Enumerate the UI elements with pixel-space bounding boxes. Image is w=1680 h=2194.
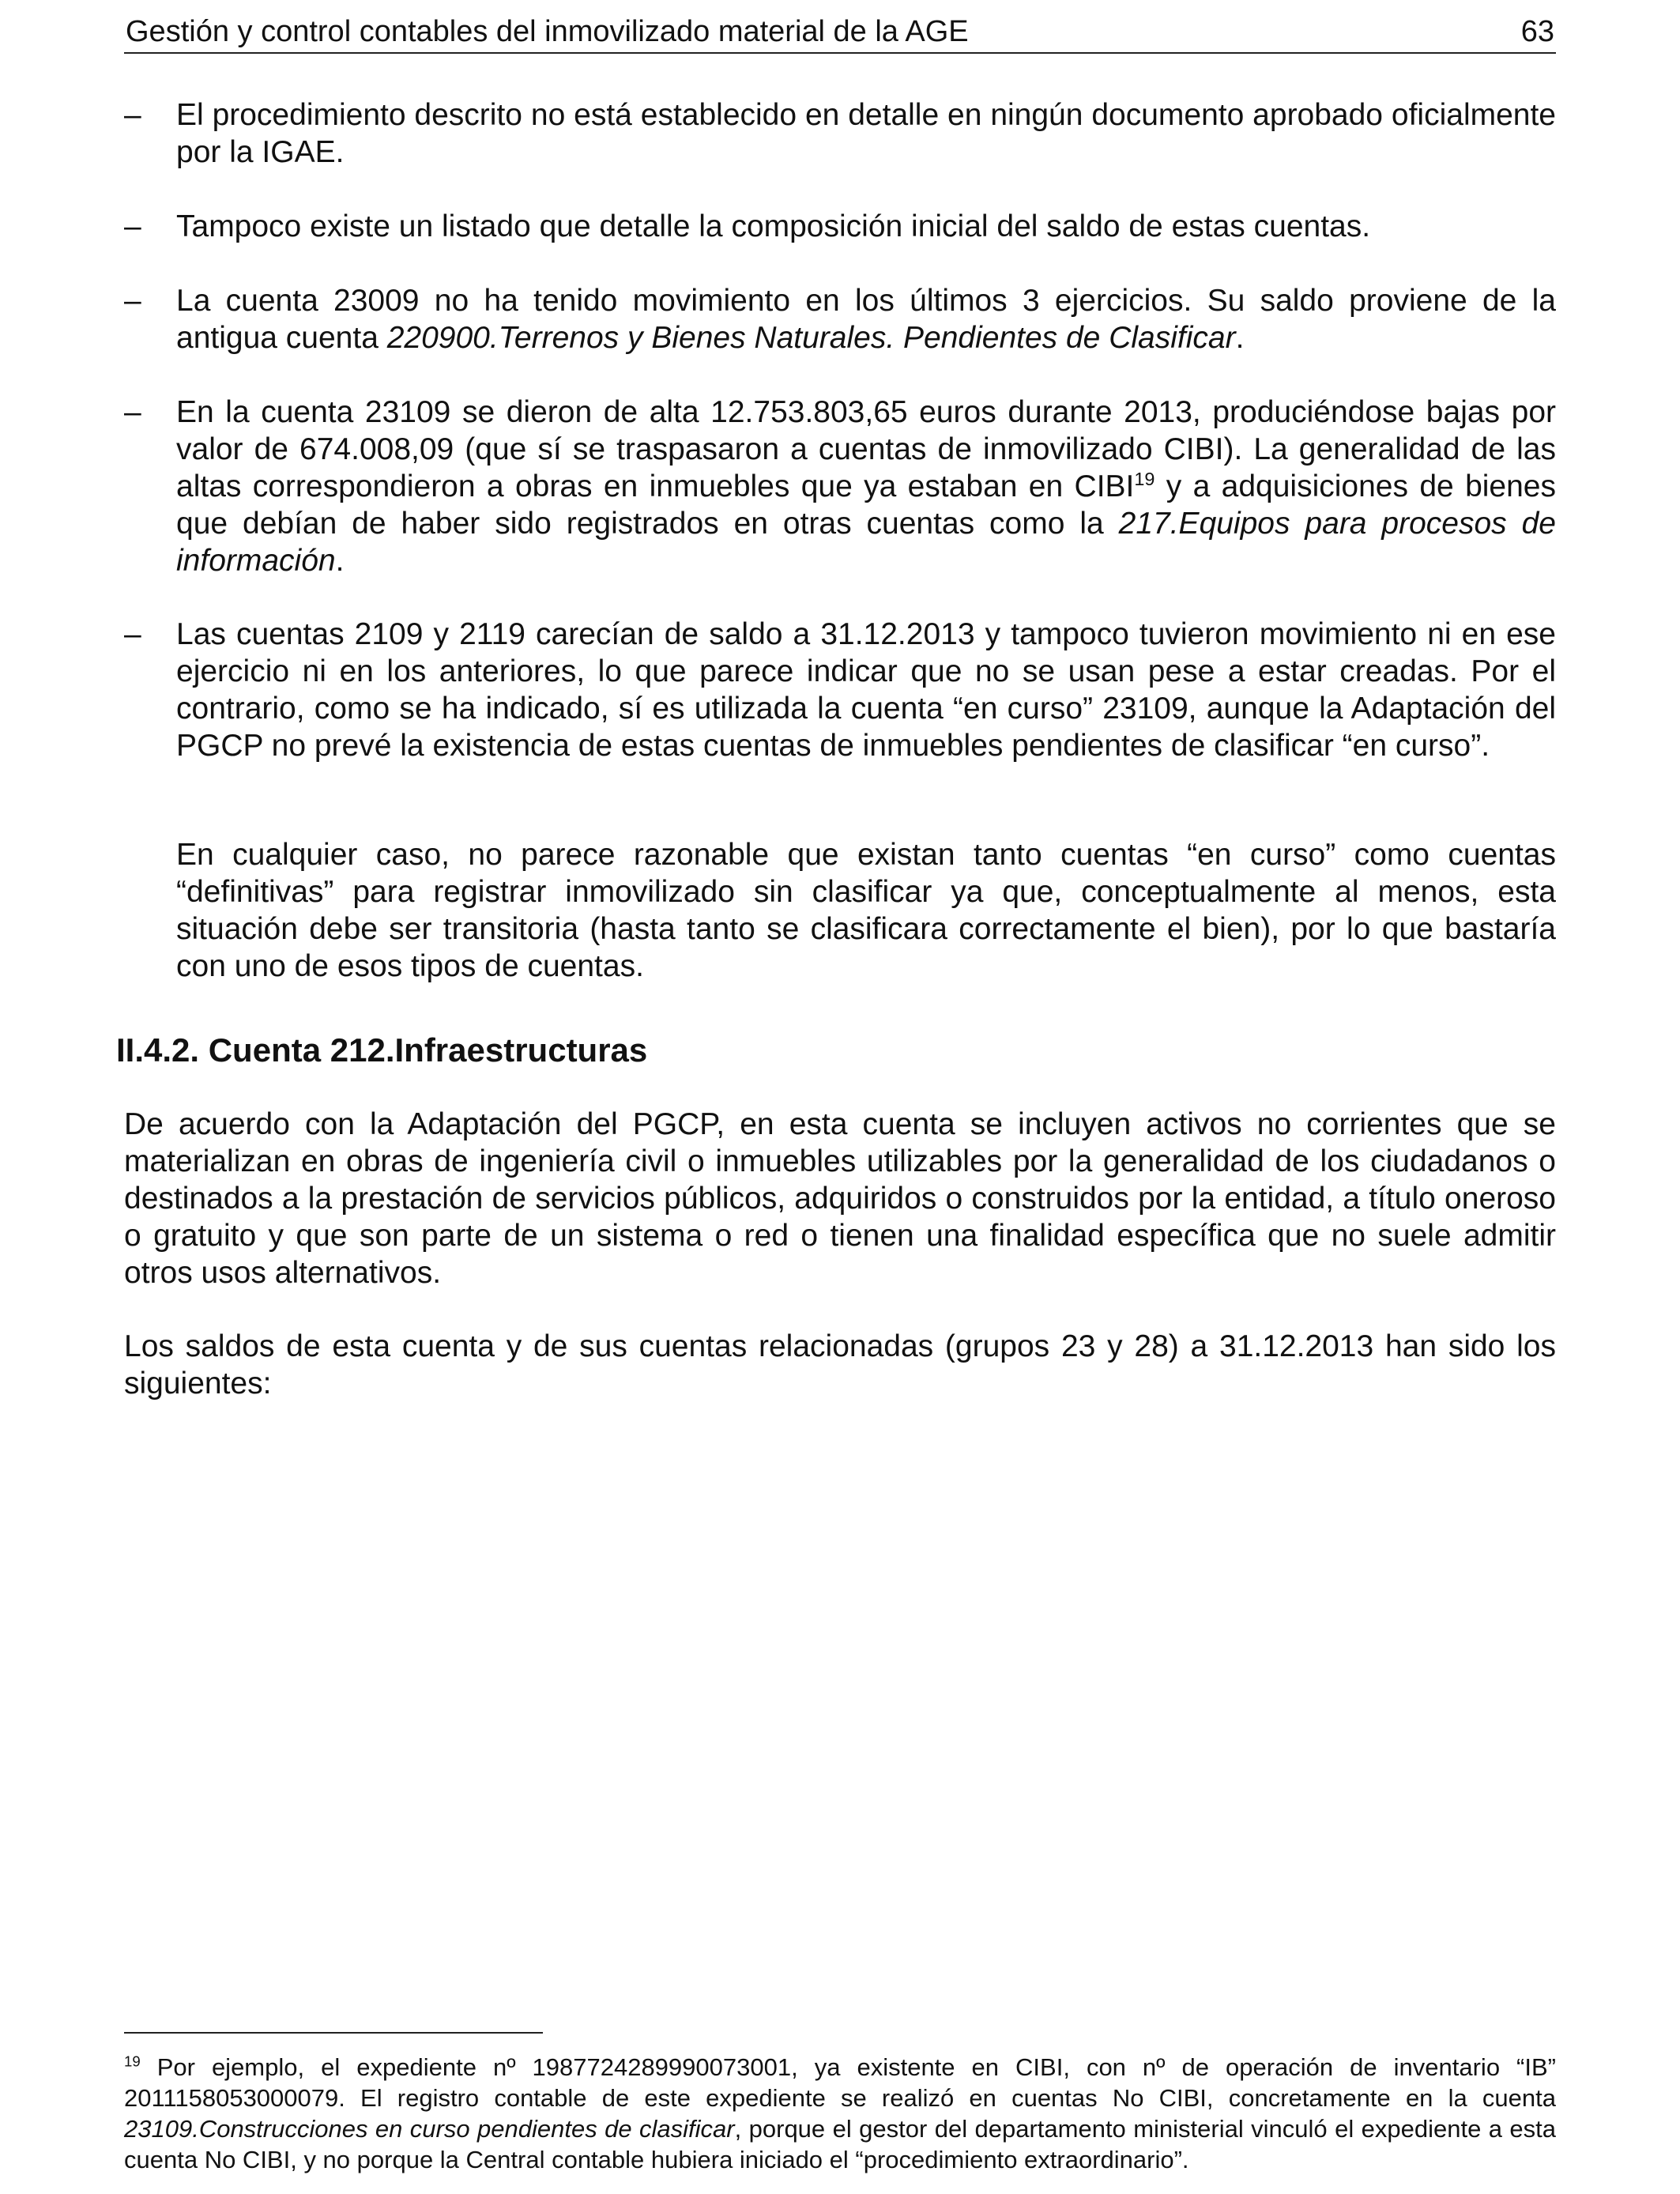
- bullet-item: [124, 282, 1556, 356]
- page-header: [124, 11, 1556, 54]
- dash-icon: –: [124, 98, 141, 132]
- bullet-text: Las cuentas 2109 y 2119 carecían de saldo a 31.12.2013 y tampoco tuvieron movimiento ni en ese ejercicio ni en los anteriores, lo que parece indicar que no se usan pese a estar creadas. Por el contrario, como se ha indicado, sí es utilizada la cuenta “en curso” 23109, aunque la Adaptación del PGCP no prevé la existencia de estas cuentas de inmuebles pendientes de clasificar “en curso”.: [176, 617, 1556, 763]
- bullet-text: [176, 394, 1556, 579]
- dash-icon: –: [124, 209, 141, 243]
- account-name-italic: 220900.Terrenos y Bienes Naturales. Pendientes de Clasificar: [386, 321, 1236, 355]
- page-number: 63: [1520, 15, 1554, 48]
- footnote-marker: 19: [124, 2053, 141, 2070]
- section-heading: II.4.2. Cuenta 212.Infraestructuras: [116, 1031, 648, 1069]
- header-title: Gestión y control contables del inmovilizado material de la AGE: [126, 15, 969, 48]
- footnote-divider: [124, 2032, 543, 2034]
- bullet-item: [124, 208, 1556, 245]
- bullet-item: [124, 616, 1556, 764]
- account-name-italic: 217.Equipos para procesos de información: [176, 507, 1556, 578]
- footnote-text: Por ejemplo, el expediente nº 1987724289990073001, ya existente en CIBI, con nº de operación de inventario “IB” 2011158053000079. El registro contable de este expediente se realizó en cuentas No CIBI, concretamente en la cuenta: [124, 2053, 1556, 2112]
- bullet-continuation: [124, 836, 1556, 985]
- bullet-item: [124, 96, 1556, 171]
- bullet-text-run: La cuenta 23009 no ha tenido movimiento en los últimos 3 ejercicios. Su saldo proviene de la antigua cuenta: [176, 284, 1556, 355]
- bullet-text: Tampoco existe un listado que detalle la composición inicial del saldo de estas cuentas.: [176, 209, 1371, 243]
- bullet-text-run: .: [335, 544, 345, 578]
- paragraph: Los saldos de esta cuenta y de sus cuentas relacionadas (grupos 23 y 28) a 31.12.2013 han sido los siguientes:: [124, 1329, 1556, 1400]
- paragraph: De acuerdo con la Adaptación del PGCP, en esta cuenta se incluyen activos no corrientes que se materializan en obras de ingeniería civil o inmuebles utilizables por la generalidad de los ciudadanos o destinados a la prestación de servicios públicos, adquiridos o construidos por la entidad, a título oneroso o gratuito y que son parte de un sistema o red o tienen una finalidad específica que no suele admitir otros usos alternativos.: [124, 1107, 1556, 1290]
- footnote-text: , porque el gestor del departamento ministerial vinculó el expediente a esta cuenta No CIBI, y no porque la Central contable hubiera iniciado el “procedimiento extraordinario”.: [124, 2115, 1556, 2173]
- dash-icon: –: [124, 617, 141, 651]
- bullet-text-run: En la cuenta 23109 se dieron de alta 12.753.803,65 euros durante 2013, produciéndose bajas por valor de 674.008,09 (que sí se traspasaron a cuentas de inmovilizado CIBI). La generalidad de las altas correspondieron a obras en inmuebles que ya estaban en CIBI: [176, 395, 1556, 503]
- bullet-text: En cualquier caso, no parece razonable que existan tanto cuentas “en curso” como cuentas “definitivas” para registrar inmovilizado sin clasificar ya que, conceptualmente al menos, esta situación debe ser transitoria (hasta tanto se clasificara correctamente el bien), por lo que bastaría con uno de esos tipos de cuentas.: [176, 838, 1556, 983]
- footnote: [124, 2052, 1556, 2175]
- bullet-text: El procedimiento descrito no está establecido en detalle en ningún documento aprobado oficialmente por la IGAE.: [176, 98, 1556, 169]
- bullet-text-run: .: [1235, 321, 1245, 355]
- footnote-account-italic: 23109.Construcciones en curso pendientes de clasificar: [124, 2115, 735, 2143]
- dash-icon: –: [124, 395, 141, 429]
- bullet-item: [124, 394, 1556, 579]
- dash-icon: –: [124, 284, 141, 318]
- bullet-text-run: y a adquisiciones de bienes que debían de haber sido registrados en otras cuentas como la: [176, 469, 1556, 541]
- bullet-text: [176, 282, 1556, 356]
- footnote-reference[interactable]: 19: [1134, 469, 1155, 489]
